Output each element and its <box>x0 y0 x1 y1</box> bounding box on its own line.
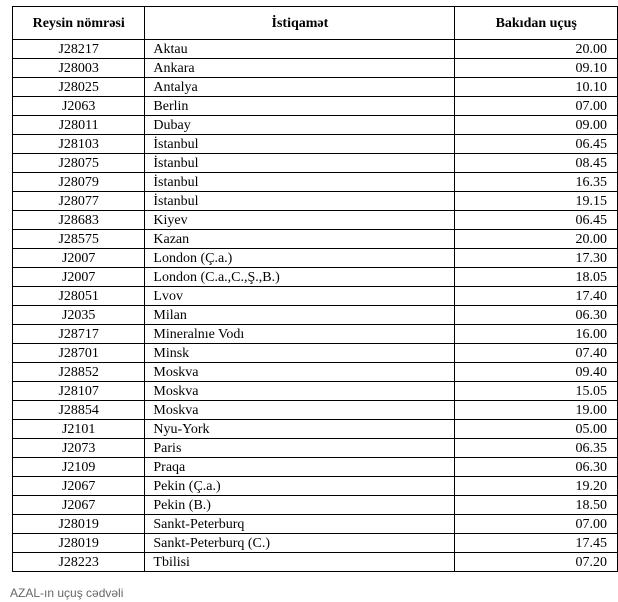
cell-destination: Tbilisi <box>145 553 455 572</box>
table-row <box>13 363 618 382</box>
cell-destination: Berlin <box>145 97 455 116</box>
header-destination: İstiqamət <box>145 7 455 40</box>
cell-destination: İstanbul <box>145 173 455 192</box>
cell-flight-number: J28854 <box>13 401 145 420</box>
cell-departure-time: 06.45 <box>455 211 618 230</box>
table-row <box>13 211 618 230</box>
cell-departure-time: 20.00 <box>455 40 618 59</box>
cell-departure-time: 06.35 <box>455 439 618 458</box>
cell-destination: Moskva <box>145 363 455 382</box>
cell-flight-number: J28025 <box>13 78 145 97</box>
table-row <box>13 458 618 477</box>
image-caption: AZAL-ın uçuş cədvəli <box>10 586 124 600</box>
cell-flight-number: J28683 <box>13 211 145 230</box>
cell-departure-time: 06.30 <box>455 458 618 477</box>
cell-destination: İstanbul <box>145 192 455 211</box>
cell-flight-number: J28852 <box>13 363 145 382</box>
table-row <box>13 59 618 78</box>
cell-departure-time: 10.10 <box>455 78 618 97</box>
cell-flight-number: J2073 <box>13 439 145 458</box>
cell-destination: Sankt-Peterburq <box>145 515 455 534</box>
cell-flight-number: J28701 <box>13 344 145 363</box>
table-row <box>13 40 618 59</box>
cell-flight-number: J28051 <box>13 287 145 306</box>
cell-destination: Kiyev <box>145 211 455 230</box>
cell-destination: Kazan <box>145 230 455 249</box>
cell-flight-number: J2101 <box>13 420 145 439</box>
table-row <box>13 97 618 116</box>
cell-destination: Pekin (B.) <box>145 496 455 515</box>
cell-flight-number: J2007 <box>13 268 145 287</box>
table-row <box>13 439 618 458</box>
table-row <box>13 382 618 401</box>
cell-departure-time: 19.00 <box>455 401 618 420</box>
table-row <box>13 553 618 572</box>
cell-destination: Aktau <box>145 40 455 59</box>
cell-flight-number: J2109 <box>13 458 145 477</box>
table-row <box>13 287 618 306</box>
table-row <box>13 249 618 268</box>
cell-flight-number: J2067 <box>13 496 145 515</box>
cell-flight-number: J28103 <box>13 135 145 154</box>
cell-destination: Ankara <box>145 59 455 78</box>
cell-departure-time: 17.30 <box>455 249 618 268</box>
cell-departure-time: 17.40 <box>455 287 618 306</box>
cell-departure-time: 15.05 <box>455 382 618 401</box>
cell-flight-number: J28011 <box>13 116 145 135</box>
cell-flight-number: J2007 <box>13 249 145 268</box>
table-header-row <box>13 7 618 40</box>
cell-destination: Minsk <box>145 344 455 363</box>
header-departure-time: Bakıdan uçuş <box>455 7 618 40</box>
cell-destination: Lvov <box>145 287 455 306</box>
table-body <box>13 40 618 572</box>
cell-departure-time: 07.40 <box>455 344 618 363</box>
cell-flight-number: J28019 <box>13 515 145 534</box>
cell-destination: Sankt-Peterburq (C.) <box>145 534 455 553</box>
cell-departure-time: 07.00 <box>455 515 618 534</box>
cell-flight-number: J28717 <box>13 325 145 344</box>
cell-destination: Mineralnıe Vodı <box>145 325 455 344</box>
cell-departure-time: 18.05 <box>455 268 618 287</box>
table-row <box>13 230 618 249</box>
cell-departure-time: 09.40 <box>455 363 618 382</box>
table-row <box>13 325 618 344</box>
table-row <box>13 116 618 135</box>
table-row <box>13 173 618 192</box>
cell-flight-number: J28575 <box>13 230 145 249</box>
cell-departure-time: 09.00 <box>455 116 618 135</box>
cell-flight-number: J2067 <box>13 477 145 496</box>
cell-destination: Nyu-York <box>145 420 455 439</box>
cell-destination: Moskva <box>145 382 455 401</box>
table-row <box>13 344 618 363</box>
cell-destination: Antalya <box>145 78 455 97</box>
cell-destination: London (C.a.,C.,Ş.,B.) <box>145 268 455 287</box>
table-row <box>13 534 618 553</box>
table-row <box>13 420 618 439</box>
cell-departure-time: 17.45 <box>455 534 618 553</box>
cell-flight-number: J28217 <box>13 40 145 59</box>
table-row <box>13 78 618 97</box>
cell-destination: Milan <box>145 306 455 325</box>
table-row <box>13 154 618 173</box>
cell-departure-time: 06.30 <box>455 306 618 325</box>
cell-destination: Pekin (Ç.a.) <box>145 477 455 496</box>
cell-departure-time: 06.45 <box>455 135 618 154</box>
cell-destination: Dubay <box>145 116 455 135</box>
table-row <box>13 268 618 287</box>
cell-departure-time: 19.15 <box>455 192 618 211</box>
cell-departure-time: 20.00 <box>455 230 618 249</box>
table-row <box>13 401 618 420</box>
flight-schedule-table <box>12 6 618 572</box>
cell-flight-number: J28223 <box>13 553 145 572</box>
table-row <box>13 477 618 496</box>
cell-flight-number: J28003 <box>13 59 145 78</box>
cell-flight-number: J28079 <box>13 173 145 192</box>
table-row <box>13 306 618 325</box>
cell-departure-time: 09.10 <box>455 59 618 78</box>
cell-departure-time: 07.20 <box>455 553 618 572</box>
header-flight-number: Reysin nömrəsi <box>13 7 145 40</box>
table-row <box>13 135 618 154</box>
cell-departure-time: 19.20 <box>455 477 618 496</box>
cell-flight-number: J28107 <box>13 382 145 401</box>
table-row <box>13 496 618 515</box>
cell-destination: London (Ç.a.) <box>145 249 455 268</box>
table-row <box>13 192 618 211</box>
cell-destination: Paris <box>145 439 455 458</box>
cell-destination: İstanbul <box>145 135 455 154</box>
cell-flight-number: J2035 <box>13 306 145 325</box>
cell-flight-number: J2063 <box>13 97 145 116</box>
cell-departure-time: 08.45 <box>455 154 618 173</box>
table-row <box>13 515 618 534</box>
cell-flight-number: J28019 <box>13 534 145 553</box>
cell-flight-number: J28077 <box>13 192 145 211</box>
cell-departure-time: 07.00 <box>455 97 618 116</box>
cell-flight-number: J28075 <box>13 154 145 173</box>
cell-destination: Moskva <box>145 401 455 420</box>
cell-departure-time: 16.35 <box>455 173 618 192</box>
cell-departure-time: 18.50 <box>455 496 618 515</box>
cell-destination: İstanbul <box>145 154 455 173</box>
cell-departure-time: 05.00 <box>455 420 618 439</box>
cell-destination: Praqa <box>145 458 455 477</box>
cell-departure-time: 16.00 <box>455 325 618 344</box>
